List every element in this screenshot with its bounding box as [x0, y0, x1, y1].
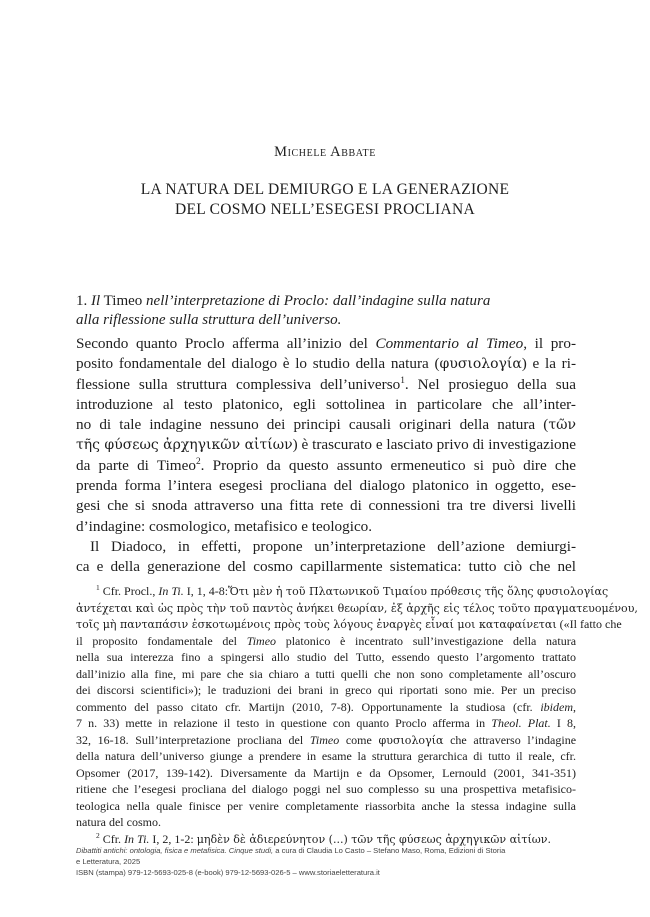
body-line: d’indagine: cosmologico, metafisico e teologico. [76, 517, 373, 535]
footer-line: Dibattiti antichi: ontologia, fisica e metafisica. Cinque studi, a cura di Claudia Lo Casto – Stefano Maso, Roma, Edizioni di Storia [76, 846, 506, 855]
body-line: Secondo quanto Proclo afferma all’inizio del Commentario al Timeo, il pro- [76, 335, 576, 352]
page-footer [76, 845, 576, 878]
section-title-part: Timeo [103, 293, 143, 309]
footnote-line: il proposito fondamentale del Timeo platonico è incentrato sull’investigazione della natura [76, 633, 577, 648]
footnote-line: ἀντέχεται καὶ ὡς πρὸς τὴν τοῦ παντὸς ἀνήκει θεωρίαν, ἐξ ἀρχῆς εἰς τέλος τοῦτο πραγματευομένου, [76, 601, 638, 615]
body-line: prenda forma l’intera esegesi procliana del dialogo platonico in oggetto, ese- [76, 477, 576, 495]
author-name: Michele Abbate [274, 144, 376, 160]
footnote-line: della natura dell’universo giunge a prendere in esame la struttura gerarchica di tutto il reale, cfr. [76, 749, 576, 763]
footnote-line: natura del cosmo. [76, 815, 161, 829]
footnote-line: $^2$ Cfr. In Ti. I, 2, 1-2: μηδὲν δὲ ἀδιερεύνητον (...) τῶν τῆς φύσεως ἀρχηγικῶν αἰτίων. [96, 830, 552, 846]
body-line: posito fondamentale del dialogo è lo studio della natura (φυσιολογία) e la ri- [76, 355, 577, 373]
footnote-line: dall’inizio alla fine, mi pare che sia chiaro a tutti quelli che non sono completamente all’oscuro [76, 666, 576, 681]
chapter-title [60, 180, 590, 220]
body-line: gesi che si snoda attraverso una fitta rete di connessioni tra tre diversi livelli [76, 497, 576, 515]
section-number: 1. [76, 293, 88, 309]
chapter-title-line-2: DEL COSMO NELL’ESEGESI PROCLIANA [175, 201, 475, 218]
footnote-line: 32, 16-18. Sull’interpretazione procliana del Timeo come φυσιολογία che attraverso l’indagine [76, 732, 577, 747]
footnote-ref-1: 1 [400, 375, 405, 386]
footnotes [76, 583, 638, 847]
body-text [76, 334, 576, 578]
body-line: flessione sulla struttura complessiva dell’universo$^1$. Nel prosieguo della sua [76, 375, 576, 393]
section-heading [76, 292, 576, 330]
footnote-ref-2: 2 [195, 456, 201, 467]
footer-line: e Letteratura, 2025 [76, 857, 141, 866]
footnote-line: commento del passo citato cfr. Martijn (2010, 7-8). Opportunamente la studiosa (cfr. ibidem, [76, 699, 577, 714]
footer-isbn: ISBN (stampa) 979-12-5693-025-8 (e-book) 979-12-5693-026-5 – www.storiaeletteratura.it [76, 868, 380, 877]
footnote-line: Opsomer (2017, 139-142). Diversamente da Martijn e da Opsomer, Lernould (2001, 341-351) [76, 765, 576, 780]
footnote-line: dei discorsi scientifici»); le traduzioni dei brani in greco qui riportati sono mie. Per un preciso [76, 683, 576, 697]
section-title-part: nell’interpretazione di Proclo: dall’indagine sulla natura [146, 293, 491, 309]
body-line: introduzione al testo platonico, egli sottolinea in particolare che all’inter- [76, 395, 576, 413]
footnote-line: τοῖς μὴ πανταπάσιν ἐσκοτωμένοις πρὸς τοὺς λόγους ἐναργὲς εἶναί μοι καταφαίνεται («Il fatto che [76, 617, 622, 631]
footnote-line: $^1$ Cfr. Procl., In Ti. I, 1, 4-8:Ὅτι μὲν ἡ τοῦ Πλατωνικοῦ Τιμαίου πρόθεσις τῆς ὅλης φυσιολογίας [96, 583, 609, 598]
footnote-line: 7 n. 33) mette in relazione il testo in questione con quanto Proclo afferma in Theol. Plat. I 8, [76, 716, 577, 730]
section-title-part: Il [91, 293, 101, 309]
footnote-line: nella sua interezza fino a spingersi allo studio del Tutto, essendo questo l’argomento trattato [76, 650, 576, 664]
footnote-line: ritiene che l’esegesi procliana del dialogo poggi nel suo complesso su una prospettiva metafisico- [76, 782, 576, 796]
chapter-title-line-1: LA NATURA DEL DEMIURGO E LA GENERAZIONE [140, 181, 510, 198]
footnote-line: teologica nella quale finisce per venire completamente riassorbita anche la stessa indagine sulla [76, 798, 576, 813]
section-title-line-2: alla riflessione sulla struttura dell’universo. [76, 312, 342, 328]
body-line: τῆς φύσεως ἀρχηγικῶν αἰτίων) è trascurato e lasciato privo di investigazione [76, 436, 576, 454]
body-line: da parte di Timeo$^2$. Proprio da questo assunto ermeneutico si può dire che [76, 456, 576, 474]
body-line: Il Diadoco, in effetti, propone un’interpretazione dell’azione demiurgi- [90, 537, 576, 555]
body-line: no di tale indagine nessuno dei principi causali originari della natura (τῶν [76, 416, 576, 434]
body-line: ca e della generazione del cosmo capillarmente sistematica: tutto ciò che nel [76, 558, 576, 576]
